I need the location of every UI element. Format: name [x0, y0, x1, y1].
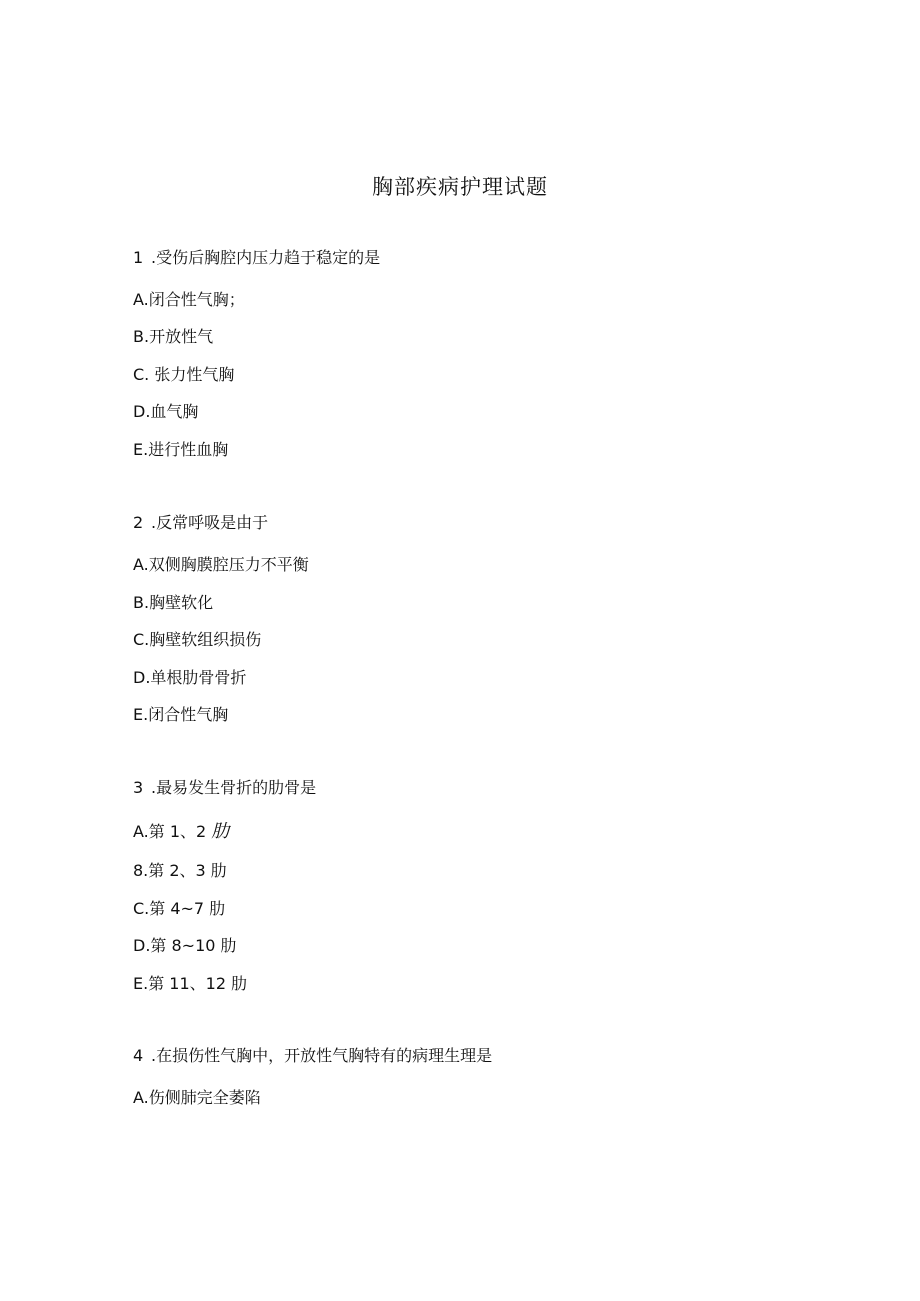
- question-2-option-b: B.胸壁软化: [133, 593, 214, 612]
- question-2-option-a: A.双侧胸膜腔压力不平衡: [133, 555, 309, 574]
- question-4-option-a: A.伤侧肺完全萎陷: [133, 1088, 261, 1107]
- question-text: .反常呼吸是由于: [151, 513, 269, 532]
- question-3-option-c: C.第 4~7 肋: [133, 899, 226, 918]
- question-number: 1: [133, 248, 144, 267]
- question-number: 3: [133, 778, 144, 797]
- question-2-option-e: E.闭合性气胸: [133, 705, 229, 724]
- question-3-stem: [133, 777, 316, 799]
- question-1-stem: [133, 247, 380, 269]
- question-1-option-b: B.开放性气: [133, 327, 214, 346]
- question-1-option-a: A.闭合性气胸；: [133, 290, 245, 309]
- option-text-italic: 肋: [211, 821, 230, 842]
- question-1-option-c: C. 张力性气胸: [133, 365, 235, 384]
- question-2-stem: [133, 512, 268, 534]
- question-3-option-a: [133, 821, 229, 843]
- page-title: 胸部疾病护理试题: [372, 175, 548, 199]
- question-4-stem: [133, 1045, 492, 1067]
- question-3-option-b: 8.第 2、3 肋: [133, 861, 227, 880]
- question-1-option-d: D.血气胸: [133, 402, 199, 421]
- question-3-option-d: D.第 8~10 肋: [133, 936, 237, 955]
- option-text: A.第 1、2: [133, 822, 212, 841]
- question-text: .在损伤性气胸中，开放性气胸特有的病理生理是: [151, 1046, 493, 1065]
- question-1-option-e: E.进行性血胸: [133, 440, 229, 459]
- question-2-option-c: C.胸壁软组织损伤: [133, 630, 262, 649]
- question-number: 2: [133, 513, 144, 532]
- question-text: .受伤后胸腔内压力趋于稳定的是: [151, 248, 381, 267]
- question-3-option-e: E.第 11、12 肋: [133, 974, 248, 993]
- question-2-option-d: D.单根肋骨骨折: [133, 668, 247, 687]
- question-text: .最易发生骨折的肋骨是: [151, 778, 317, 797]
- question-number: 4: [133, 1046, 144, 1065]
